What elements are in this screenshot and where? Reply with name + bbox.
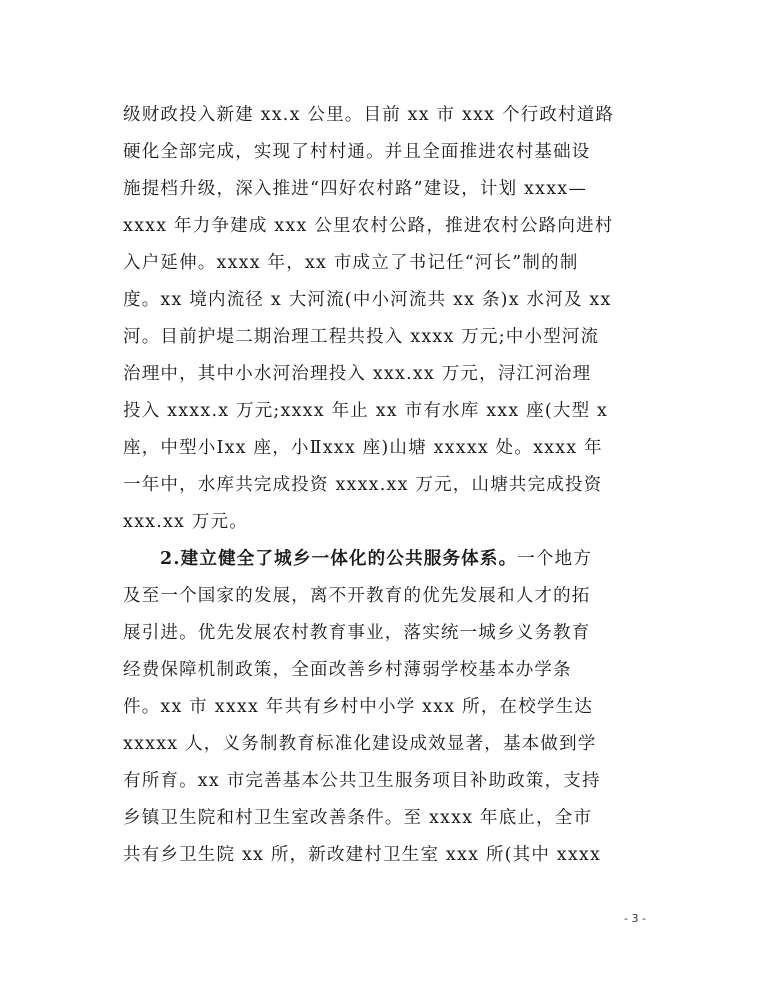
section-heading: 2.建立健全了城乡一体化的公共服务体系。 xyxy=(160,549,518,569)
text-line: 入户延伸。xxxx 年，xx 市成立了书记任“河长”制的制 xyxy=(123,253,579,273)
text-line: 经费保障机制政策，全面改善乡村薄弱学校基本办学条 xyxy=(123,660,572,680)
text-line: 座，中型小Ⅰxx 座，小Ⅱxxx 座)山塘 xxxxx 处。xxxx 年 xyxy=(123,438,603,458)
text-line: 治理中，其中小水河治理投入 xxx.xx 万元，浔江河治理 xyxy=(123,364,592,384)
text-line: 及至一个国家的发展，离不开教育的优先发展和人才的拓 xyxy=(123,586,591,606)
text-line: 投入 xxxx.x 万元;xxxx 年止 xx 市有水库 xxx 座(大型 x xyxy=(123,401,609,421)
text-line: 件。xx 市 xxxx 年共有乡村中小学 xxx 所，在校学生达 xyxy=(123,697,594,717)
section-heading-tail: 一个地方 xyxy=(517,549,593,569)
text-line: 施提档升级，深入推进“四好农村路”建设，计划 xxxx— xyxy=(123,179,588,199)
text-line: 一年中，水库共完成投资 xxxx.xx 万元，山塘共完成投资 xyxy=(123,475,603,495)
text-line: 乡镇卫生院和村卫生室改善条件。至 xxxx 年底止，全市 xyxy=(123,808,593,828)
text-line: xxxx 年力争建成 xxx 公里农村公路，推进农村公路向进村 xyxy=(123,216,614,236)
text-line: 共有乡卫生院 xx 所，新改建村卫生室 xxx 所(其中 xxxx xyxy=(123,845,602,865)
page-number: - 3 - xyxy=(624,912,646,925)
text-line: 展引进。优先发展农村教育事业，落实统一城乡义务教育 xyxy=(123,623,591,643)
text-line: 有所育。xx 市完善基本公共卫生服务项目补助政策，支持 xyxy=(123,771,601,791)
text-line: xxx.xx 万元。 xyxy=(123,512,248,532)
text-line: 硬化全部完成，实现了村村通。并且全面推进农村基础设 xyxy=(123,142,591,162)
text-line: 级财政投入新建 xx.x 公里。目前 xx 市 xxx 个行政村道路 xyxy=(123,105,615,125)
section-heading-line xyxy=(160,547,592,571)
text-line: 河。目前护堤二期治理工程共投入 xxxx 万元;中小型河流 xyxy=(123,327,600,347)
text-line: 度。xx 境内流径 x 大河流(中小河流共 xx 条)x 水河及 xx xyxy=(123,290,612,310)
text-line: xxxxx 人，义务制教育标准化建设成效显著，基本做到学 xyxy=(123,734,597,754)
